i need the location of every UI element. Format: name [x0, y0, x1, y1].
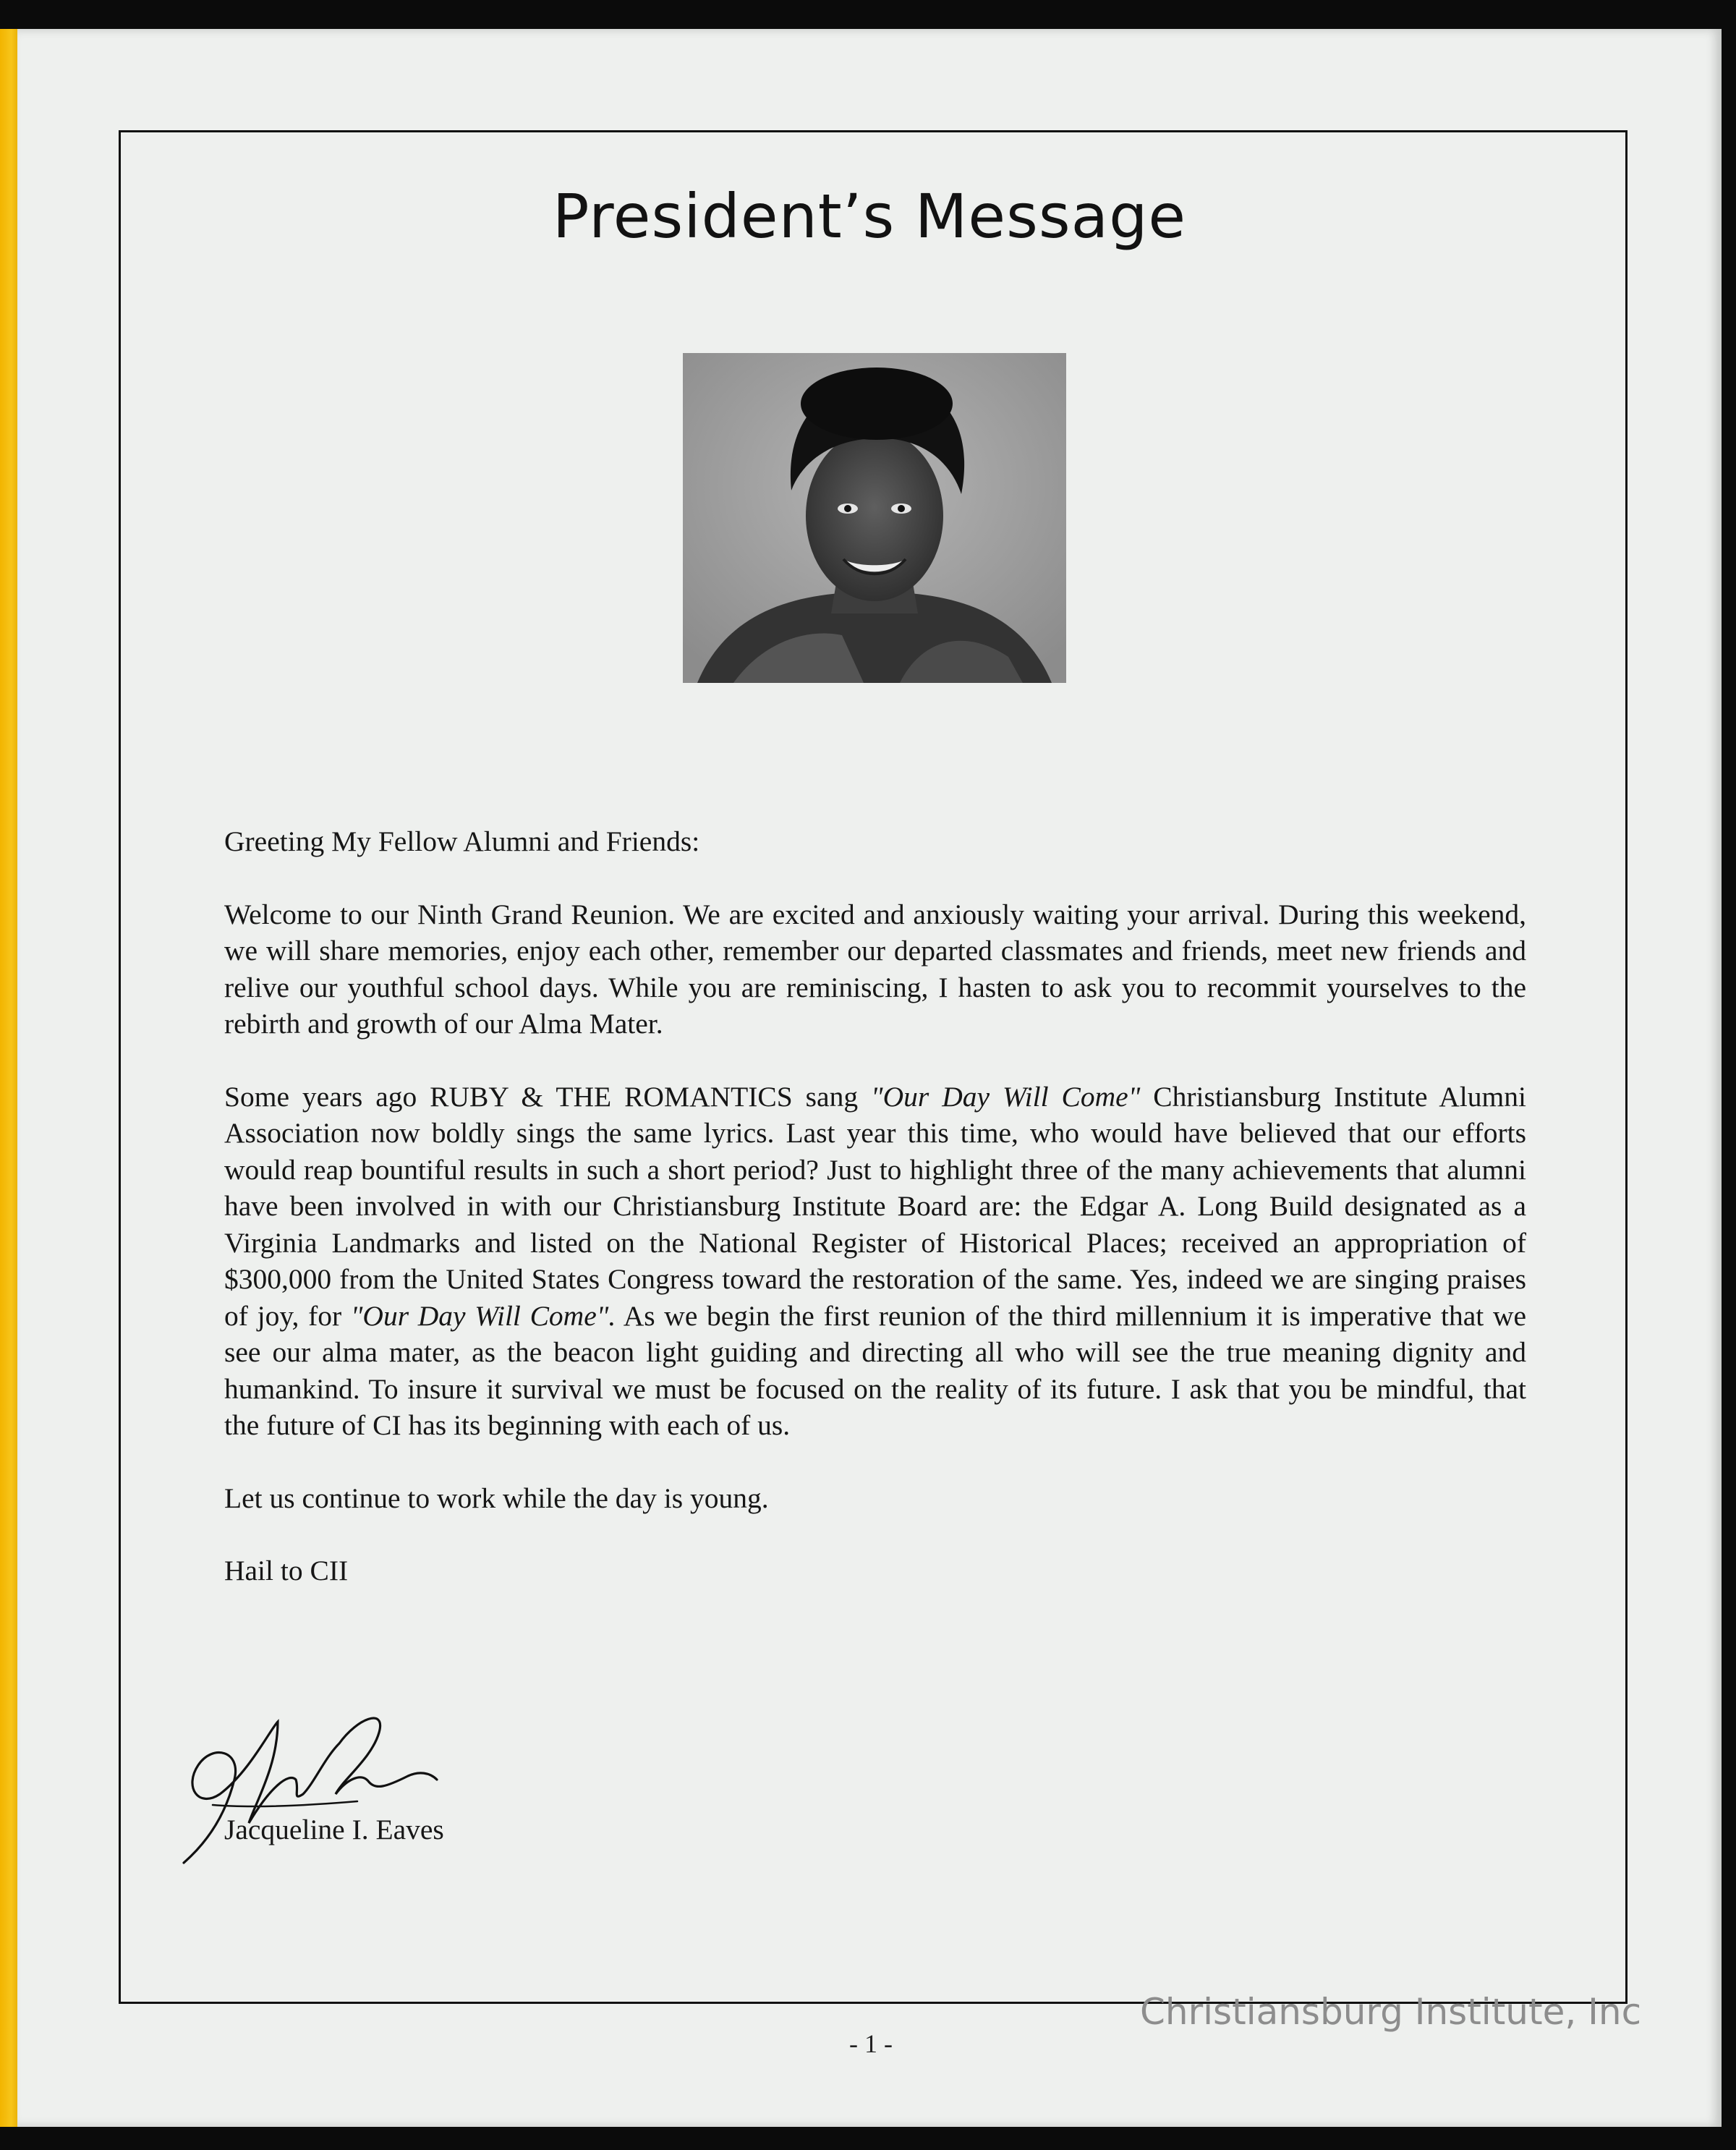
- watermark-text: Christiansburg Institute, Inc: [1140, 1991, 1642, 2033]
- page-title: President’s Message: [552, 181, 1187, 252]
- yellow-page-edge: [0, 29, 19, 2127]
- portrait-photo: [683, 353, 1066, 683]
- signer-name: Jacqueline I. Eaves: [224, 1814, 444, 1845]
- paragraph-welcome: Welcome to our Ninth Grand Reunion. We are excited and anxiously waiting your arrival. During this weekend, we will share memories, enjoy each other, remember our departed classmates and friends, meet new friends and relive our youthful school days. While you are reminiscing, I hasten to ask you to recommit yourselves to the rebirth and growth of our Alma Mater.: [224, 898, 1526, 1040]
- paragraph-achievements: [224, 1079, 1526, 1444]
- song-title-repeat: "Our Day Will Come".: [350, 1299, 616, 1332]
- song-title: "Our Day Will Come": [871, 1080, 1141, 1113]
- portrait-illustration: [683, 353, 1066, 683]
- document-page: [17, 29, 1722, 2127]
- closing-line: Hail to CII: [224, 1555, 349, 1586]
- paragraph-achievements-part1: Some years ago RUBY & THE ROMANTICS sang: [224, 1080, 872, 1113]
- paragraph-achievements-part2: Christiansburg Institute Alumni Association now boldly sings the same lyrics. Last year this time, who would have believed that our efforts would reap bountiful results in such a short period? Just to highlight three of the many achievements that alumni have been involved in with our Christiansburg Institute Board are: the Edgar A. Long Build designated as a Virginia Landmarks and listed on the National Register of Historical Places; received an appropriation of $300,000 from the United States Congress toward the restoration of the same. Yes, indeed we are singing praises of joy, for: [224, 1080, 1526, 1332]
- salutation: Greeting My Fellow Alumni and Friends:: [224, 825, 700, 857]
- letter-body: [224, 823, 1526, 1626]
- paragraph-closing-thought: Let us continue to work while the day is young.: [224, 1482, 769, 1514]
- paragraph-achievements-part3: As we begin the first reunion of the third millennium it is imperative that we see our alma mater, as the beacon light guiding and directing all who will see the true meaning dignity and humankind. To insure it survival we must be focused on the reality of its future. I ask that you be mindful, that the future of CI has its beginning with each of us.: [224, 1299, 1526, 1441]
- page-number: - 1 -: [849, 2029, 893, 2058]
